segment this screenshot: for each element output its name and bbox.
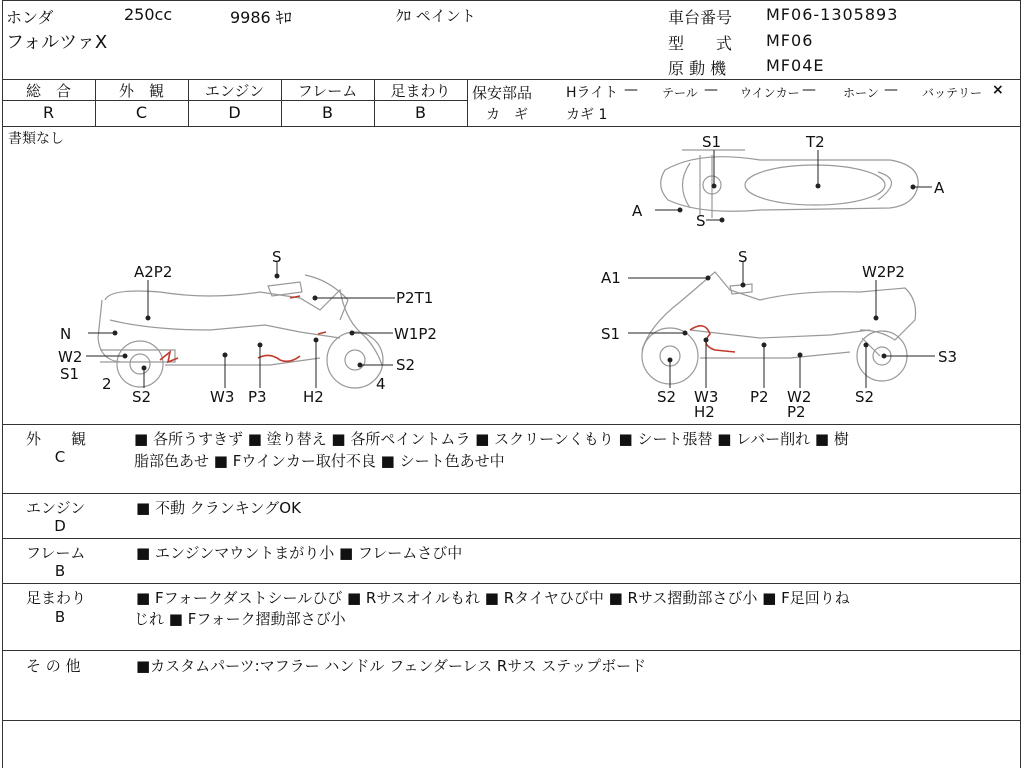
engine-label: 原 動 機 (668, 59, 727, 78)
scooter-top-view (661, 150, 918, 218)
type-value: MF06 (766, 31, 814, 50)
divider-diagram (2, 424, 1021, 425)
chassis-label: 車台番号 (668, 8, 733, 27)
label-left-w2: W2 (58, 348, 83, 366)
label-left-s1: S1 (60, 365, 80, 383)
grade-suspension-label: 足まわり (390, 82, 451, 100)
section-exterior-label: 外 観 (26, 430, 87, 448)
safety-tail: テール (662, 86, 698, 100)
docs-note: 書類なし (8, 131, 64, 147)
key-label: カ ギ (486, 107, 528, 123)
label-right-w2: W2 (787, 388, 812, 406)
label-left-w1p2: W1P2 (394, 325, 437, 343)
label-left-p2t1: P2T1 (396, 289, 434, 307)
type-label: 型 式 (668, 34, 733, 53)
section-engine-grade: D (54, 517, 66, 535)
grade-total-value: R (42, 103, 55, 122)
label-left-4: 4 (376, 375, 386, 393)
safety-headlight-mark: — (624, 82, 638, 98)
safety-tail-mark: — (704, 82, 718, 98)
maker: ホンダ (6, 8, 54, 27)
section-frame-label: フレーム (26, 544, 86, 562)
section-other-text: ■カスタムパーツ:マフラー ハンドル フェンダーレス Rサス ステップボード (136, 657, 647, 675)
label-left-2: 2 (102, 375, 112, 393)
scooter-right-view (642, 272, 916, 384)
section-frame-text: ■ エンジンマウントまがり小 ■ フレームさび中 (136, 544, 463, 562)
label-left-p3: P3 (248, 388, 267, 406)
section-suspension-label: 足まわり (26, 589, 87, 607)
label-left-s2-right: S2 (396, 356, 416, 374)
label-left-n: N (60, 325, 72, 343)
label-right-s: S (738, 248, 748, 266)
section-engine-label: エンジン (26, 499, 86, 517)
safety-horn-mark: — (884, 82, 898, 98)
section-suspension-text2: じれ ■ Fフォーク摺動部さび小 (134, 610, 346, 628)
scooter-left-view (98, 275, 383, 388)
damage-diagram (0, 126, 1024, 426)
grade-engine-value: D (228, 103, 241, 122)
label-right-w2p2: W2P2 (862, 263, 905, 281)
label-top-s1: S1 (702, 133, 722, 151)
safety-battery-mark: × (992, 82, 1004, 98)
section-engine-text: ■ 不動 クランキングOK (136, 499, 301, 517)
safety-winker-mark: — (802, 82, 816, 98)
label-top-a-right: A (934, 179, 945, 197)
label-left-h2: H2 (303, 388, 324, 406)
label-left-s2: S2 (132, 388, 152, 406)
label-right-w3: W3 (694, 388, 719, 406)
grade-exterior-value: C (135, 103, 148, 122)
engine-value: MF04E (766, 56, 825, 75)
model-name: フォルツァX (6, 32, 108, 53)
label-left-s: S (272, 248, 282, 266)
key-value: カギ 1 (566, 107, 608, 123)
label-right-h2: H2 (694, 403, 715, 421)
displacement: 250cc (124, 5, 173, 24)
safety-winker: ウインカー (740, 86, 800, 100)
section-frame-grade: B (54, 562, 66, 580)
grade-suspension-value: B (415, 103, 426, 122)
label-right-p2: P2 (750, 388, 769, 406)
label-left-a2p2: A2P2 (134, 263, 173, 281)
label-right-p2b: P2 (787, 403, 806, 421)
section-suspension-text: ■ Fフォークダストシールひび ■ Rサスオイルもれ ■ Rタイヤひび中 ■ Rサス摺動部さび小 ■ F足回りね (136, 589, 850, 607)
grade-engine-label: エンジン (204, 82, 265, 100)
color: ｸﾛ ペイント (396, 7, 476, 25)
label-right-a1: A1 (601, 269, 621, 287)
mileage: 9986 ｷﾛ (230, 8, 292, 27)
grade-exterior-label: 外 観 (118, 82, 164, 100)
safety-headlight: Hライト (566, 85, 619, 101)
section-other-label: そ の 他 (26, 657, 81, 675)
section-exterior-text: ■ 各所うすきず ■ 塗り替え ■ 各所ペイントムラ ■ スクリーンくもり ■ シート張替 ■ レバー削れ ■ 樹 (134, 430, 849, 448)
section-exterior-text2: 脂部色あせ ■ Fウインカー取付不良 ■ シート色あせ中 (134, 452, 505, 470)
label-top-a-left: A (632, 202, 643, 220)
frame-top (2, 0, 1021, 1)
label-right-s2b: S2 (855, 388, 875, 406)
label-top-s: S (696, 212, 706, 230)
label-right-s3: S3 (938, 348, 958, 366)
grade-total-label: 総 合 (25, 82, 71, 100)
grade-frame-value: B (322, 103, 333, 122)
label-top-t2: T2 (806, 133, 825, 151)
label-left-w3: W3 (210, 388, 235, 406)
label-right-s1: S1 (601, 325, 621, 343)
grade-frame-label: フレーム (297, 82, 358, 100)
safety-horn: ホーン (843, 86, 879, 100)
safety-battery: バッテリー (922, 86, 983, 100)
section-exterior-grade: C (54, 448, 66, 466)
section-suspension-grade: B (54, 608, 66, 626)
label-right-s2a: S2 (657, 388, 677, 406)
chassis-value: MF06-1305893 (766, 5, 899, 24)
safety-label: 保安部品 (472, 84, 533, 102)
